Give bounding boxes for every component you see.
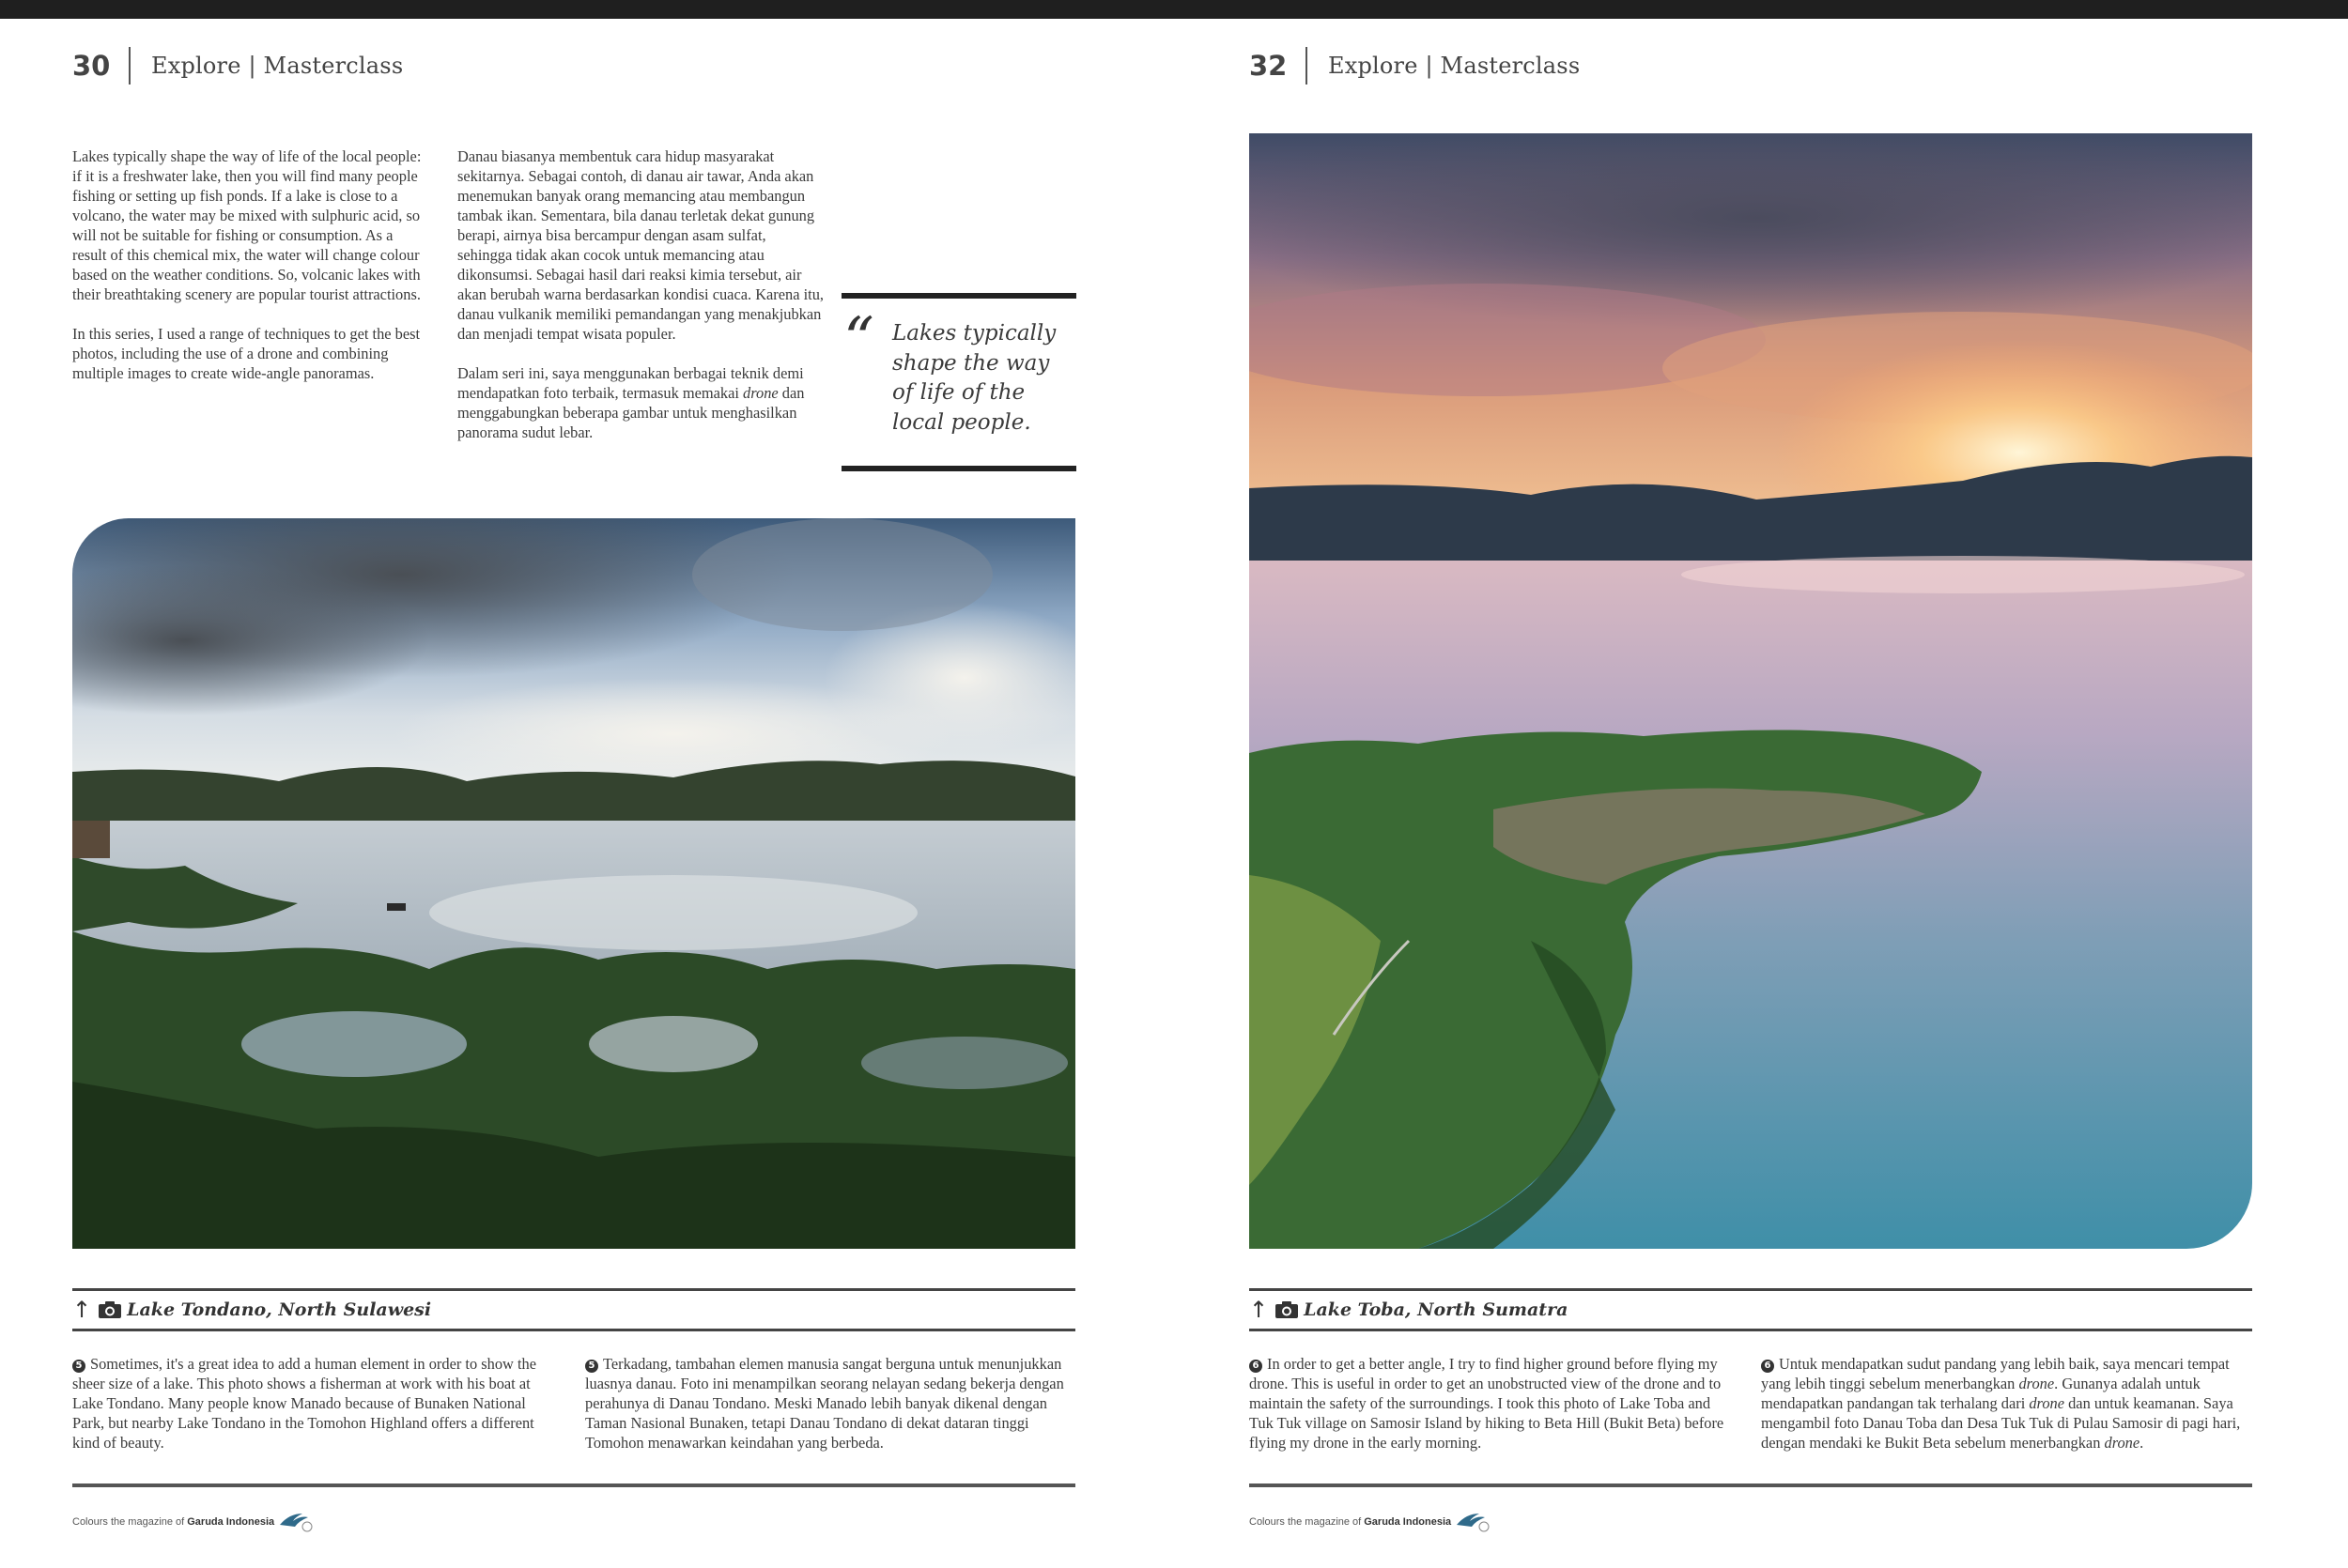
header-divider xyxy=(129,47,131,85)
bottom-rule xyxy=(1249,1483,2252,1487)
intro-paragraph-id-1: Danau biasanya membentuk cara hidup masyarakat sekitarnya. Sebagai contoh, di danau air tawar, Anda akan menemukan banyak orang memancing atau membangun tambak ikan. Sementara, bila danau terletak dekat gunung berapi, airnya bisa bercampur dengan asam sulfat, sehingga tidak akan cocok untuk memancing atau dikonsumsi. Sebagai hasil dari reaksi kimia tersebut, air akan berubah warna berdasarkan kondisi cuaca. Karena itu, danau vulkanik memiliki pemandangan yang menakjubkan dan menjadi tempat wisata populer. xyxy=(457,147,825,343)
footer-brand: Garuda Indonesia xyxy=(187,1516,275,1528)
magazine-footer xyxy=(72,1512,316,1532)
intro-paragraph-2: In this series, I used a range of techniques to get the best photos, including the use of a drone and combining multiple images to create wide-angle panoramas. xyxy=(72,325,421,382)
camera-icon xyxy=(1275,1301,1298,1318)
tondano-description-indonesian xyxy=(585,1354,1075,1453)
photo-caption-tondano xyxy=(72,1288,1075,1331)
number-badge-icon: 5 xyxy=(72,1360,85,1373)
tondano-text-en: Sometimes, it's a great idea to add a human element in order to show the sheer size of a lake. This photo shows a fisherman at work with his boat at Lake Tondano. Many people know Manado because of Bunaken National Park, but nearby Lake Tondano in the Tomohon Highland offers a different kind of beauty. xyxy=(72,1355,536,1452)
right-page-header xyxy=(1249,39,1580,92)
section-title: Explore | Masterclass xyxy=(1328,53,1581,79)
quote-mark-icon: “ xyxy=(843,305,874,375)
arrow-up-icon: ↑ xyxy=(1249,1297,1269,1323)
pull-quote-text: Lakes typically shape the way of life of the local people. xyxy=(892,321,1057,435)
tondano-description-english xyxy=(72,1354,561,1453)
number-badge-icon: 5 xyxy=(585,1360,598,1373)
garuda-bird-icon xyxy=(278,1512,316,1532)
number-badge-icon: 6 xyxy=(1761,1360,1774,1373)
top-bar xyxy=(0,0,2348,19)
footer-brand: Garuda Indonesia xyxy=(1364,1516,1452,1528)
section-title: Explore | Masterclass xyxy=(151,53,404,79)
pull-quote xyxy=(842,293,1076,471)
intro-column-english xyxy=(72,146,425,403)
arrow-up-icon: ↑ xyxy=(72,1297,92,1323)
header-divider xyxy=(1305,47,1307,85)
garuda-bird-icon xyxy=(1455,1512,1492,1532)
camera-icon xyxy=(99,1301,121,1318)
caption-text: Lake Toba, North Sumatra xyxy=(1304,1299,1568,1320)
caption-text: Lake Tondano, North Sulawesi xyxy=(127,1299,432,1320)
toba-text-en: In order to get a better angle, I try to find higher ground before flying my drone. This is useful in order to get an unobstructed view of the drone and to maintain the safety of the surroundings. I took this photo of Lake Toba and Tuk Tuk village on Samosir Island by hiking to Beta Hill (Bukit Beta) before flying my drone in the early morning. xyxy=(1249,1355,1724,1452)
left-page xyxy=(0,19,1174,1568)
number-badge-icon: 6 xyxy=(1249,1360,1262,1373)
toba-description-indonesian: 6 Untuk mendapatkan sudut pandang yang lebih baik, saya mencari tempat yang lebih tinggi sebelum menerbangkan drone. Gunanya adalah untuk mendapatkan pandangan tak terhalang dari drone dan untuk keamanan. Saya mengambil foto Danau Toba dan Desa Tuk Tuk di Pulau Samosir di pagi hari, dengan mendaki ke Bukit Beta sebelum menerbangkan drone. xyxy=(1761,1355,2241,1452)
bottom-rule xyxy=(72,1483,1075,1487)
right-page xyxy=(1174,19,2348,1568)
lake-tondano-photo xyxy=(72,518,1075,1249)
intro-paragraph-1: Lakes typically shape the way of life of the local people: if it is a freshwater lake, then you will find many people fishing or setting up fish ponds. If a lake is close to a volcano, the water may be mixed with sulphuric acid, so will not be suitable for fishing or consumption. As a result of this chemical mix, the water will change colour based on the weather conditions. So, volcanic lakes with their breathtaking scenery are popular tourist attractions. xyxy=(72,147,422,303)
intro-column-indonesian xyxy=(457,146,824,462)
left-page-header xyxy=(72,39,403,92)
toba-description-english xyxy=(1249,1354,1738,1453)
page-number: 32 xyxy=(1249,50,1288,82)
tondano-text-id: Terkadang, tambahan elemen manusia sangat berguna untuk menunjukkan luasnya danau. Foto ini menampilkan seorang nelayan sedang bekerja dengan perahunya di Danau Tondano. Meski Manado lebih banyak dikenal dengan Taman Nasional Bunaken, tetapi Danau Tondano di dekat dataran tinggi Tomohon menawarkan keindahan yang berbeda. xyxy=(585,1355,1064,1452)
footer-prefix: Colours the magazine of xyxy=(72,1516,185,1528)
magazine-footer xyxy=(1249,1512,1492,1532)
page-number: 30 xyxy=(72,50,111,82)
photo-caption-toba xyxy=(1249,1288,2252,1331)
footer-prefix: Colours the magazine of xyxy=(1249,1516,1362,1528)
intro-paragraph-id-2: Dalam seri ini, saya menggunakan berbagai teknik demi mendapatkan foto terbaik, termasuk memakai drone dan menggabungkan beberapa gambar untuk menghasilkan panorama sudut lebar. xyxy=(457,364,805,441)
lake-toba-photo xyxy=(1249,133,2252,1249)
